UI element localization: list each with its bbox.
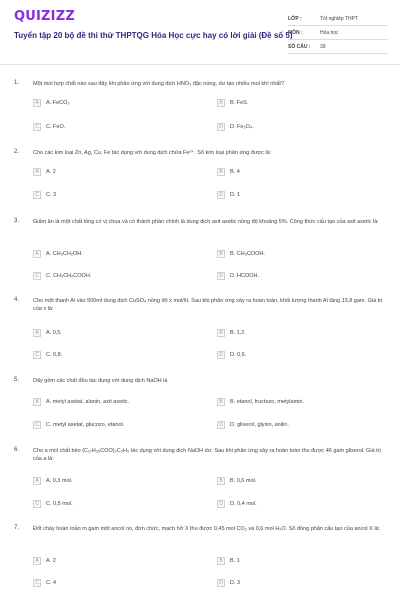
option-letter-box: C <box>33 579 41 587</box>
question-number: 7. <box>14 525 20 531</box>
option-letter-box: B <box>217 168 225 176</box>
option-letter-box: B <box>217 557 225 565</box>
question-text: Dãy gồm các chất đều tác dụng với dung dịch NaOH là <box>33 378 168 384</box>
option-text: A. metyl axetat, alanin, axit axetic. <box>46 399 130 405</box>
option-text: A. 0,5. <box>46 330 62 336</box>
option-letter-box: D <box>217 500 225 508</box>
option-text: B. etanol, fructozo, metylamin. <box>230 399 304 405</box>
option-c[interactable] <box>33 420 124 430</box>
option-text: B. 0,6 mol. <box>230 478 257 484</box>
option-b[interactable] <box>217 328 246 338</box>
option-letter-box: B <box>217 250 225 258</box>
option-letter-box: A <box>33 398 41 406</box>
option-b[interactable] <box>217 249 265 259</box>
option-c[interactable] <box>33 578 56 588</box>
option-text: C. FeO. <box>46 124 66 130</box>
option-letter-box: A <box>33 99 41 107</box>
option-text: C. 0,8. <box>46 352 63 358</box>
option-b[interactable] <box>217 476 256 486</box>
option-a[interactable] <box>33 397 129 407</box>
option-letter-box: D <box>217 421 225 429</box>
option-text: D. 1 <box>230 192 241 198</box>
option-text: C. 0,5 mol. <box>46 501 73 507</box>
option-a[interactable] <box>33 476 72 486</box>
option-text: D. 0,6. <box>230 352 247 358</box>
question-text: Cho các kim loại Zn, Ag, Cu, Fe tác dụng với dung dịch chứa Fe³⁺. Số kim loại phản ứng được là: <box>33 150 272 156</box>
option-a[interactable] <box>33 98 70 108</box>
option-b[interactable] <box>217 167 240 177</box>
option-text: A. 2 <box>46 558 56 564</box>
header-divider <box>0 64 400 65</box>
meta-value: Tốt nghiệp THPT <box>320 15 358 22</box>
question-number: 3. <box>14 218 20 224</box>
option-b[interactable] <box>217 556 240 566</box>
option-d[interactable] <box>217 578 240 588</box>
option-text: C. metyl axetat, glucozo, etanol. <box>46 422 125 428</box>
option-d[interactable] <box>217 122 254 132</box>
question-number: 4. <box>14 297 20 303</box>
option-c[interactable] <box>33 122 65 132</box>
question-text: Giấm ăn là một chất lỏng có vị chua và có thành phần chính là dung dịch axit axetic nồng độ khoảng 5%. Công thức cấu tạo của axit axetic là: <box>33 219 379 225</box>
question-number: 2. <box>14 149 20 155</box>
option-c[interactable] <box>33 499 73 509</box>
document-title: Tuyển tập 20 bộ đề thi thử THPTQG Hóa Học cực hay có lời giải (Đề số 5) <box>14 31 293 40</box>
option-text: B. 4 <box>230 169 240 175</box>
option-text: C. 3 <box>46 192 57 198</box>
option-letter-box: D <box>217 191 225 199</box>
option-letter-box: B <box>217 99 225 107</box>
option-text: D. 0,4 mol. <box>230 501 257 507</box>
option-text: D. HCOOH. <box>230 273 260 279</box>
meta-panel <box>288 12 388 54</box>
question-number: 6. <box>14 447 20 453</box>
option-a[interactable] <box>33 249 83 259</box>
quizizz-logo <box>14 8 75 24</box>
option-letter-box: C <box>33 123 41 131</box>
option-d[interactable] <box>217 420 289 430</box>
option-a[interactable] <box>33 556 56 566</box>
option-a[interactable] <box>33 167 56 177</box>
option-text: B. 1 <box>230 558 240 564</box>
option-text: D. glixerol, glyxin, anilin. <box>230 422 289 428</box>
option-text: A. FeCO₃ <box>46 100 70 106</box>
option-text: D. Fe₃O₄. <box>230 124 254 130</box>
question-text: Đốt cháy hoàn toàn m gam một ancol no, đơn chức, mạch hở X thu được 0,45 mol CO₂ và 0,6 mol H₂O. Số đồng phân cấu tạo của ancol X là: <box>33 526 381 532</box>
question-text: Cho một thanh Al vào 500ml dung dịch CuSO₄ nồng độ x mol/lít. Sau khi phản ứng xảy ra hoàn toàn, khối lượng thanh Al tăng 13,8 gam. Giá trị của x là: <box>33 298 383 312</box>
option-text: A. 2 <box>46 169 56 175</box>
meta-row-class <box>288 12 388 26</box>
option-letter-box: C <box>33 272 41 280</box>
option-letter-box: D <box>217 579 225 587</box>
option-d[interactable] <box>217 190 240 200</box>
question-text: Một mol hợp chất nào sau đây khi phản ứng với dung dịch HNO₃ đặc nóng, dư tạo nhiều mol khí nhất? <box>33 81 285 87</box>
meta-row-count <box>288 40 388 54</box>
option-letter-box: D <box>217 272 225 280</box>
option-letter-box: C <box>33 500 41 508</box>
meta-value: Hóa học <box>320 29 339 36</box>
option-letter-box: A <box>33 329 41 337</box>
option-text: A. 0,3 mol. <box>46 478 73 484</box>
option-text: C. CH₃CH₂COOH. <box>46 273 92 279</box>
option-text: B. 1,2. <box>230 330 246 336</box>
option-d[interactable] <box>217 499 257 509</box>
option-letter-box: A <box>33 168 41 176</box>
logo-text: QUIZIZZ <box>14 8 75 24</box>
option-letter-box: A <box>33 477 41 485</box>
meta-key: LỚP : <box>288 15 302 22</box>
option-letter-box: A <box>33 250 41 258</box>
meta-value: 39 <box>320 43 326 50</box>
option-b[interactable] <box>217 397 304 407</box>
option-letter-box: D <box>217 123 225 131</box>
question-text: Cho a mol chất béo (C₁₇H₃₅COO)₃C₃H₅ tác dụng với dung dịch NaOH dư. Sau khi phản ứng xảy ra hoàn toàn thu được 46 gam glixerol. Giá trị của a là: <box>33 448 381 462</box>
option-text: C. 4 <box>46 580 57 586</box>
option-c[interactable] <box>33 271 91 281</box>
option-letter-box: B <box>217 477 225 485</box>
option-letter-box: C <box>33 421 41 429</box>
option-letter-box: A <box>33 557 41 565</box>
option-text: B. CH₃COOH. <box>230 251 265 257</box>
option-b[interactable] <box>217 98 248 108</box>
meta-row-subject <box>288 26 388 40</box>
option-c[interactable] <box>33 350 62 360</box>
option-letter-box: C <box>33 351 41 359</box>
option-text: A. CH₃CH₂OH. <box>46 251 83 257</box>
question-number: 1. <box>14 80 20 86</box>
option-a[interactable] <box>33 328 62 338</box>
option-letter-box: D <box>217 351 225 359</box>
option-text: D. 3 <box>230 580 241 586</box>
meta-key: SỐ CÂU : <box>288 43 311 50</box>
option-letter-box: B <box>217 398 225 406</box>
option-c[interactable] <box>33 190 56 200</box>
option-text: B. FeS. <box>230 100 249 106</box>
option-letter-box: C <box>33 191 41 199</box>
option-letter-box: B <box>217 329 225 337</box>
question-number: 5. <box>14 377 20 383</box>
option-d[interactable] <box>217 350 246 360</box>
meta-key: MÔN : <box>288 29 303 36</box>
option-d[interactable] <box>217 271 259 281</box>
